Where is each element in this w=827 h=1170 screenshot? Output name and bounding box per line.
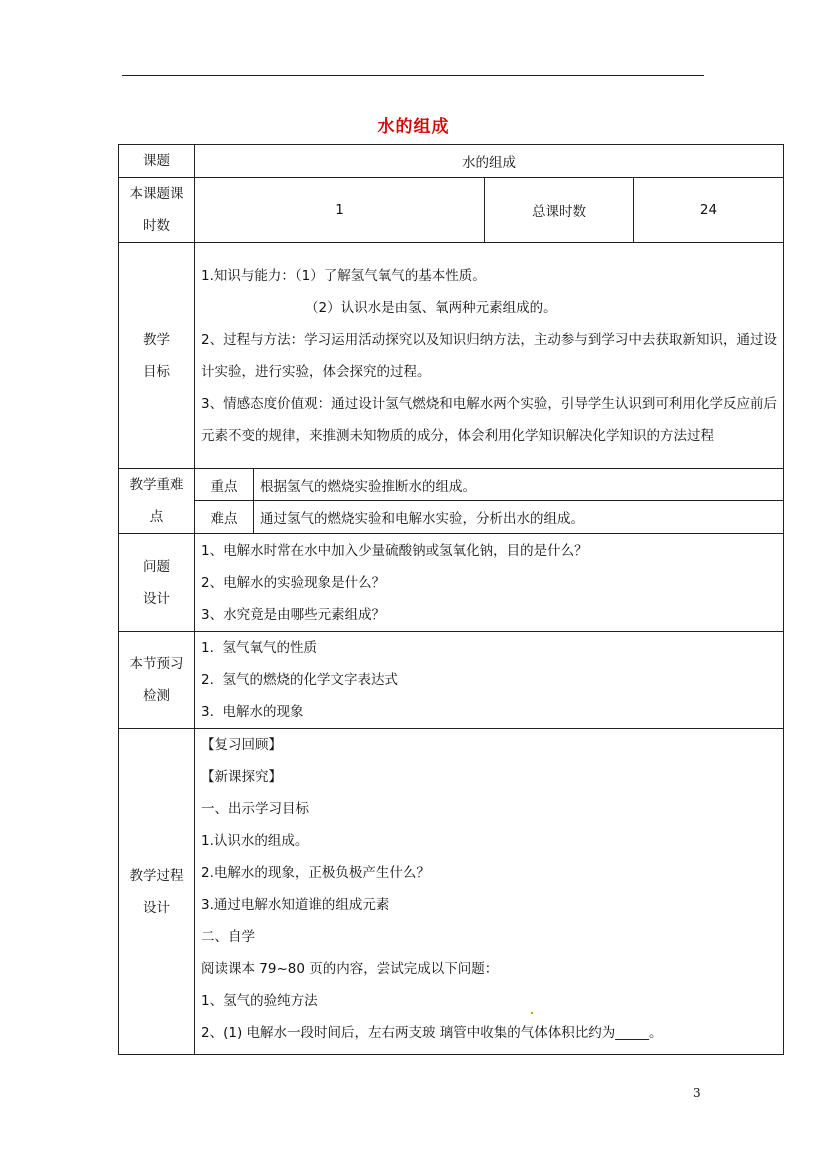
- lesson-plan-table: [118, 144, 784, 1055]
- goal-line-4: 3、情感态度价值观：通过设计氢气燃烧和电解水两个实验，引导学生认识到可利用化学反应前后元素不变的规律，来推测未知物质的成分，体会利用化学知识解决化学知识的方法过程: [201, 395, 777, 444]
- hours-value: 1: [195, 178, 485, 243]
- row-difficult-point: [119, 501, 784, 534]
- goals-content: [195, 243, 784, 469]
- row-questions: [119, 534, 784, 632]
- page-number: 3: [693, 1086, 701, 1100]
- process-content: [195, 729, 784, 1055]
- process-line: 2、(1) 电解水一段时间后，左右两支玻 璃管中收集的气体体积比约为_____。: [201, 1025, 663, 1041]
- total-hours-label: 总课时数: [485, 178, 634, 243]
- row-hours: [119, 178, 784, 243]
- question-item: 3、水究竟是由哪些元素组成？: [201, 606, 386, 623]
- key-points-label-text: 教学重难点: [129, 477, 184, 525]
- goals-label: [119, 243, 195, 469]
- questions-label-text: 问题设计: [143, 558, 170, 607]
- question-item: 2、电解水的实验现象是什么？: [201, 574, 386, 591]
- header-rule: [122, 75, 704, 76]
- preview-label: [119, 632, 195, 729]
- goals-label-text: 教学目标: [143, 331, 170, 380]
- questions-label: [119, 534, 195, 632]
- goal-line-2: （2）认识水是由氢、氧两种元素组成的。: [305, 299, 557, 316]
- key-points-label: [119, 469, 195, 534]
- row-process: [119, 729, 784, 1055]
- process-line: 阅读课本 79~80 页的内容，尝试完成以下问题：: [201, 961, 499, 977]
- row-topic: [119, 145, 784, 178]
- stray-mark: [531, 1012, 533, 1014]
- row-goals: [119, 243, 784, 469]
- hours-label: 本课题课时数: [119, 178, 195, 243]
- questions-content: [195, 534, 784, 632]
- preview-item: 1. 氢气氧气的性质: [201, 640, 317, 656]
- process-line: 二、自学: [201, 929, 255, 945]
- row-key-point: [119, 469, 784, 501]
- goal-line-3: 2、过程与方法：学习运用活动探究以及知识归纳方法，主动参与到学习中去获取新知识，通过设计实验，进行实验，体会探究的过程。: [201, 331, 777, 380]
- process-line: 【新课探究】: [201, 769, 282, 785]
- row-preview: [119, 632, 784, 729]
- process-label-text: 教学过程设计: [129, 867, 184, 916]
- difficult-value: 通过氢气的燃烧实验和电解水实验，分析出水的组成。: [254, 501, 784, 534]
- process-line: 1、氢气的验纯方法: [201, 993, 318, 1009]
- preview-item: 3. 电解水的现象: [201, 704, 304, 720]
- preview-label-text: 本节预习检测: [129, 656, 184, 704]
- process-line: 一、出示学习目标: [201, 801, 309, 817]
- process-line: 3.通过电解水知道谁的组成元素: [201, 897, 390, 913]
- process-line: 1.认识水的组成。: [201, 833, 309, 849]
- question-item: 1、电解水时常在水中加入少量硫酸钠或氢氧化钠，目的是什么？: [201, 542, 588, 559]
- preview-content: [195, 632, 784, 729]
- document-title: 水的组成: [377, 117, 450, 137]
- preview-item: 2. 氢气的燃烧的化学文字表达式: [201, 672, 398, 688]
- goal-line-1: 1.知识与能力：（1）了解氢气氧气的基本性质。: [201, 267, 486, 284]
- process-line: 2.电解水的现象，正极负极产生什么？: [201, 865, 430, 881]
- topic-value: 水的组成: [195, 145, 784, 178]
- key-label: 重点: [195, 469, 254, 501]
- process-line: 【复习回顾】: [201, 737, 282, 753]
- total-hours-value: 24: [634, 178, 784, 243]
- difficult-label: 难点: [195, 501, 254, 534]
- topic-label: 课题: [119, 145, 195, 178]
- process-label: [119, 729, 195, 1055]
- key-value: 根据氢气的燃烧实验推断水的组成。: [254, 469, 784, 501]
